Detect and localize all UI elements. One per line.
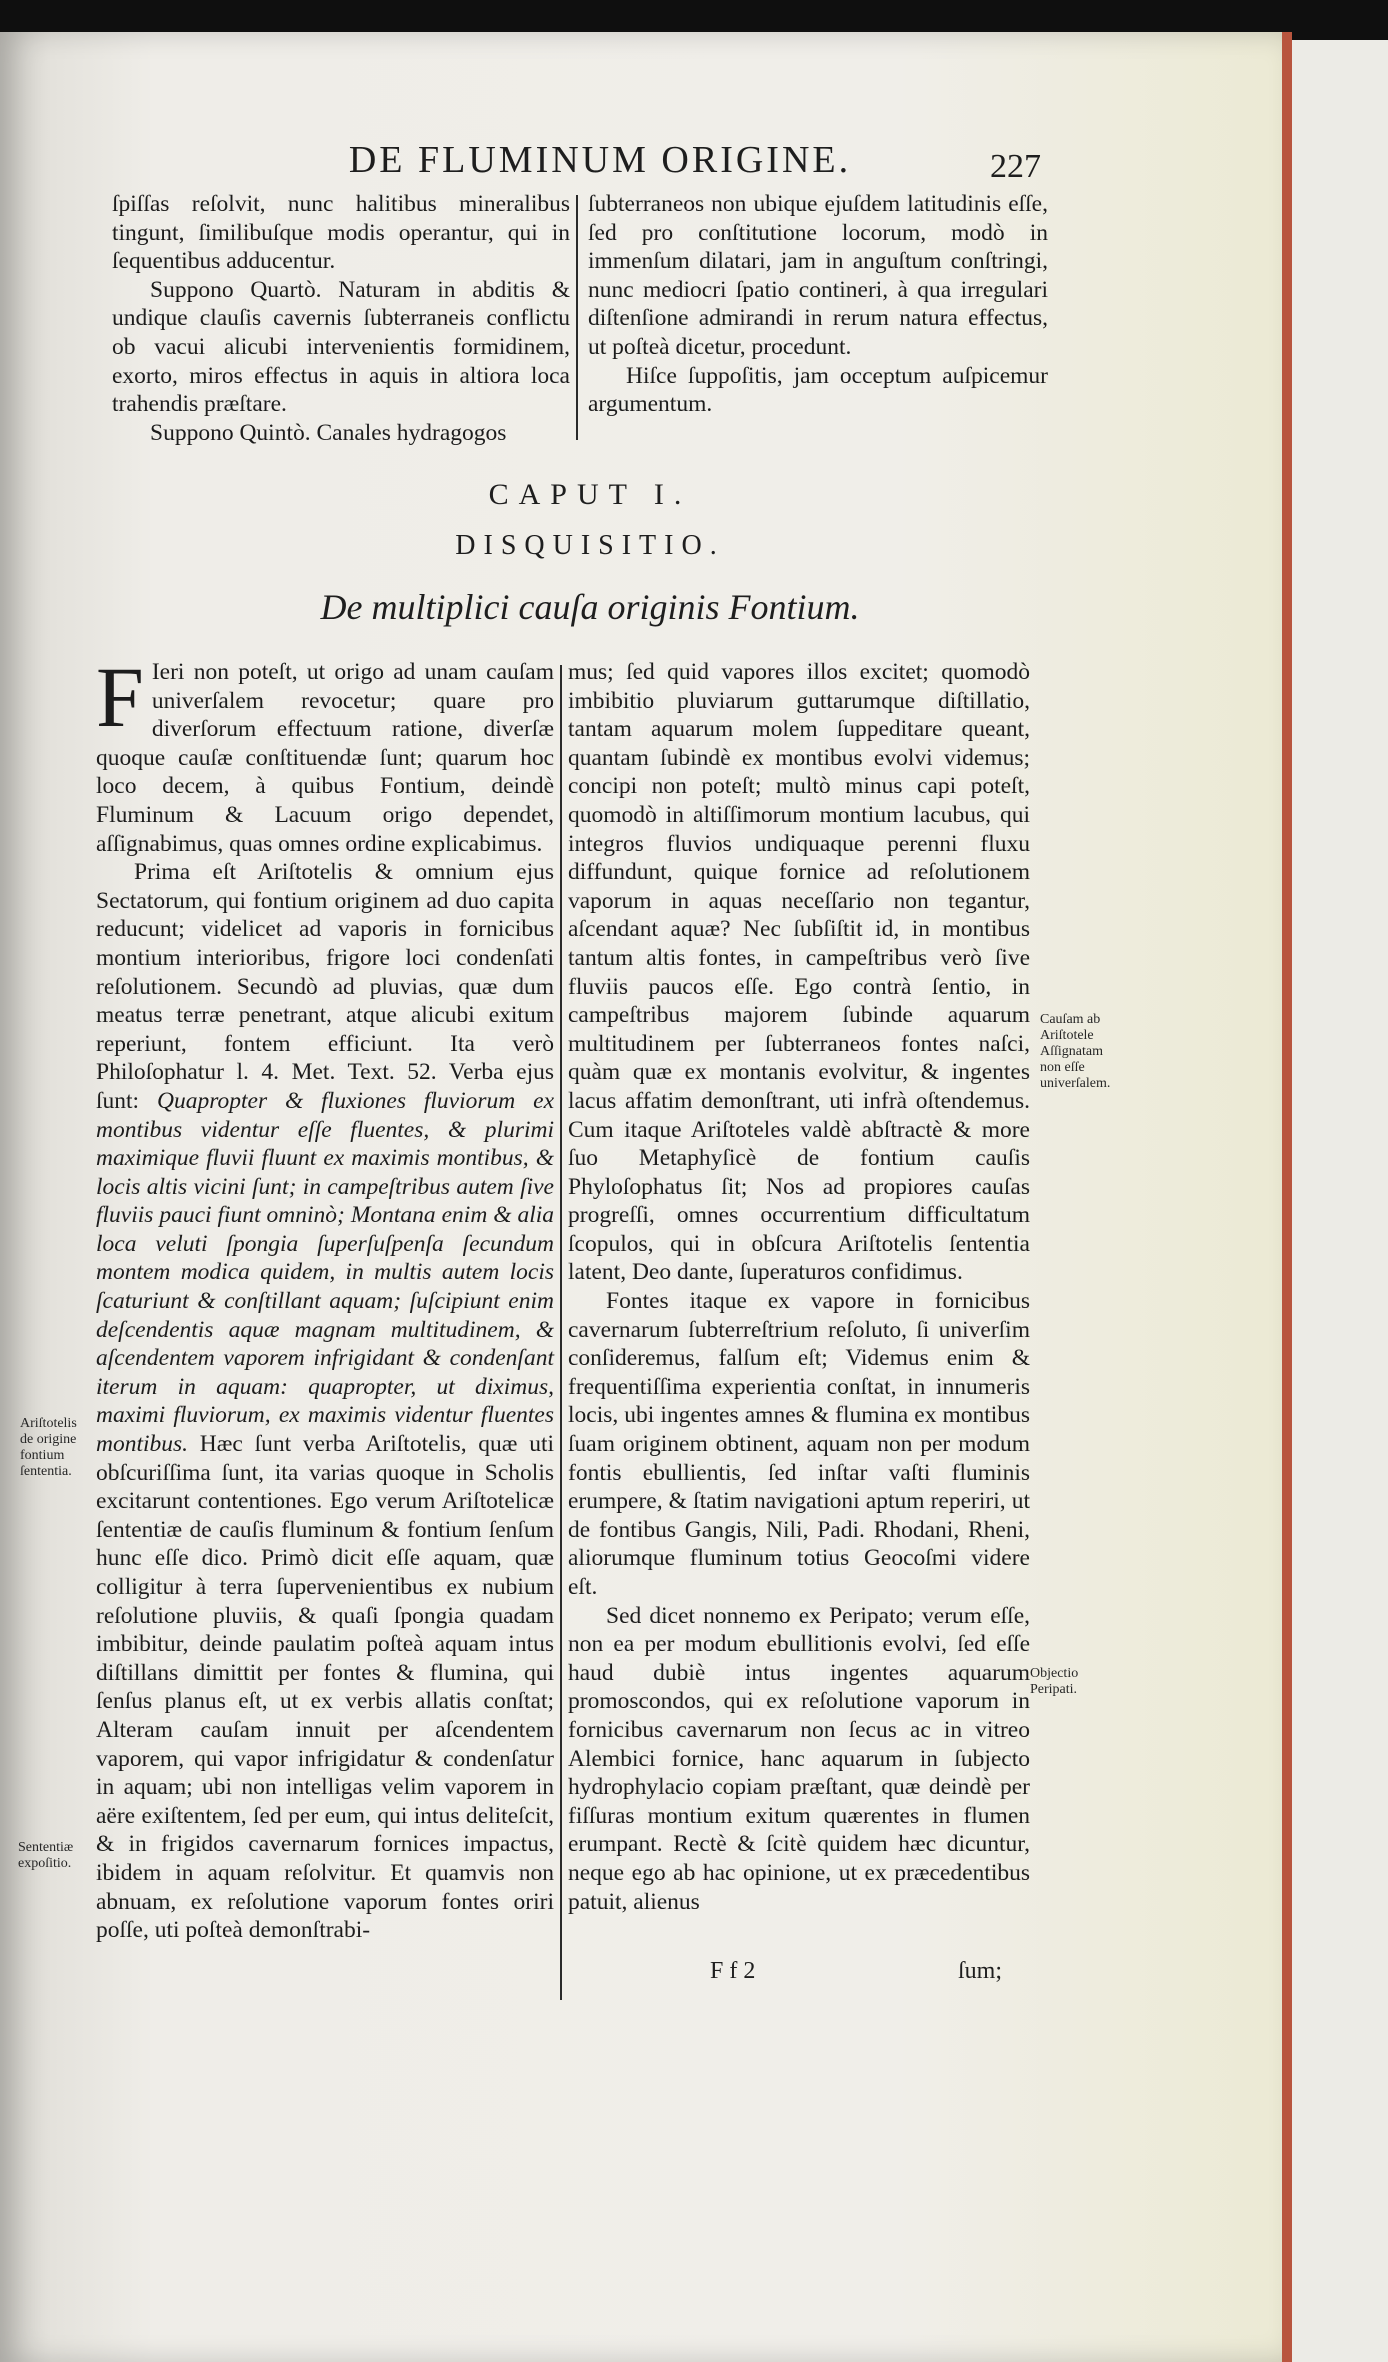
paragraph: ſubterraneos non ubique ejuſdem latitudinis eſſe, ſed pro conſtitutione locorum, modò in immenſum dilatari, jam in anguſtum conſtringi, nunc mediocri ſpatio contineri, à qua irregulari diſtenſione admirandi in rerum natura effectus, ut poſteà dicetur, procedunt. — [588, 191, 1048, 360]
paragraph: Prima eſt Ariſtotelis & omnium ejus Sectatorum, qui fontium originem ad duo capita reducunt; videlicet ad vaporis in fornicibus montium interioribus, frigore loci condenſati reſolutionem. Secundò ad pluvias, quæ dum meatus terræ penetrant, atque alicubi exitum reperiunt, fontem efficiunt. Ita verò Philoſophatur l. 4. Met. Text. 52. Verba ejus ſunt: Quapropter & fluxiones fluviorum ex montibus videntur eſſe fluentes, & plurimi maximique fluvii fluunt ex maximis montibus, & locis altis vicini ſunt; in campeſtribus autem ſive fluviis pauci fiunt omninò; Montana enim & alia loca veluti ſpongia ſuperſuſpenſa ſecundum montem modica quidem, in multis autem locis ſcaturiunt & conſtillant aquam; ſuſcipiunt enim deſcendentis aquæ magnam multitudinem, & aſcendentem vaporem infrigidant & condenſant iterum in aquam: quapropter, ut diximus, maximi fluviorum, ex maximis videntur fluentes montibus. Hæc ſunt verba Ariſtotelis, quæ uti obſcuriſſima ſunt, ita varias quoque in Scholis excitarunt contentiones. Ego verum Ariſtotelicæ ſententiæ de cauſis fluminum & fontium ſenſum hunc eſſe dico. Primò dicit eſſe aquam, quæ colligitur à terra ſupervenientibus ex nubium reſolutione pluviis, & quaſi ſpongia quadam imbibitur, deinde paulatim poſteà aquam intus diſtillans dimittit per fontes & flumina, qui ſenſus planus eſt, ut ex verbis allatis conſtat; Alteram cauſam innuit per aſcendentem vaporem, qui vapor infrigidatur & condenſatur in aquam; ubi non intelligas velim vaporem in aëre exiſtentem, ſed per eum, qui intus deliteſcit, & in frigidos cavernarum fornices impactus, ibidem in aquam reſolvitur. Et quamvis non abnuam, ex reſolutione vaporum fontes oriri poſſe, uti poſteà demonſtrabi- — [96, 859, 555, 1944]
margin-note-right: Objectio Peripati. — [1030, 1666, 1079, 1697]
catchword: ſum; — [958, 1958, 1003, 1984]
margin-note-left: Sententiæ expoſitio. — [18, 1840, 74, 1871]
running-title: DE FLUMINUM ORIGINE. — [348, 139, 852, 181]
paragraph: Fontes itaque ex vapore in fornicibus cavernarum ſubterreſtrium reſoluto, ſi univerſim conſideremus, falſum eſt; Videmus enim & frequentiſſima experientia conſtat, in innumeris locis, ubi ingentes amnes & flumina ex montibus ſuam originem obtinent, aquam non per modum fontis ebullientis, ſed inſtar vaſti fluminis erumpere, & ſtatim navigationi aptum reperiri, ut de fontibus Gangis, Nili, Padi. Rhodani, Rheni, aliorumque fluminum totius Geocoſmi videre eſt. — [568, 1288, 1030, 1600]
margin-note-left: Ariſtotelis de origine fontium ſententia. — [20, 1416, 77, 1479]
top-right-column — [588, 190, 1048, 419]
chapter-subtitle: De multiplici cauſa originis Fontium. — [320, 587, 860, 627]
top-left-column — [112, 190, 570, 447]
paragraph: Sed dicet nonnemo ex Peripato; verum eſſe, non ea per modum ebullitionis evolvi, ſed eſſe haud dubiè intus ingentes aquarum promoscondos, qui ex reſolutione vaporum in fornicibus cavernarum non ſecus ac in vitreo Alembici fornice, hanc aquarum in ſubjecto hydrophylacio copiam præſtant, quæ deindè per fiſſuras montium exitum quærentes in flumen erumpant. Rectè & ſcitè quidem hæc dicuntur, neque ego ab hac opinione, ut ex præcedentibus patuit, alienus — [568, 1602, 1030, 1915]
aristotle-quote: Quapropter & fluxiones fluviorum ex montibus videntur eſſe fluentes, & plurimi maximique fluvii fluunt ex maximis montibus, & locis altis vicini ſunt; in campeſtribus autem ſive fluviis pauci fiunt omninò; Montana enim & alia loca veluti ſpongia ſuperſuſpenſa ſecundum montem modica quidem, in multis autem locis ſcaturiunt & conſtillant aquam; ſuſcipiunt enim deſcendentis aquæ magnam multitudinem, & aſcendentem vaporem infrigidant & condenſant iterum in aquam: quapropter, ut diximus, maximi fluviorum, ex maximis videntur fluentes montibus. — [96, 1087, 555, 1458]
disquisitio-heading: DISQUISITIO. — [455, 530, 725, 561]
paragraph: Suppono Quartò. Naturam in abditis & undique clauſis cavernis ſubterraneis conflictu ob vacui alicubi intervenientis formidinem, exorto, miros effectus in aquis in altiora loca trahendis præſtare. — [112, 276, 570, 418]
paragraph: ſpiſſas reſolvit, nunc halitibus mineralibus tingunt, ſimilibuſque modis operantur, qui in ſequentibus adducentur. — [112, 191, 570, 275]
signature-mark: F f 2 — [710, 1958, 756, 1984]
drop-cap: F — [96, 649, 144, 745]
paragraph: Hiſce ſuppoſitis, jam occeptum auſpicemur argumentum. — [588, 362, 1048, 418]
main-column-rule — [560, 665, 562, 2000]
paragraph: Suppono Quintò. Canales hydragogos — [150, 419, 507, 446]
main-left-column — [96, 649, 555, 1945]
paragraph: mus; ſed quid vapores illos excitet; quomodò imbibitio pluviarum guttarumque diſtillatio, tantam aquarum molem ſuppeditare queant, quantam ſubindè ex montibus evolvi videmus; concipi non poteſt; multò minus capi poteſt, quomodò in altiſſimorum montium lacubus, qui integros fluvios undiquaque perenni fluxu diffundunt, quique fornice ad reſolutionem vaporum in aquas neceſſario non tegantur, aſcendant aquæ? Nec ſubſiſtit id, in montibus tantum altis fontes, in campeſtribus verò ſive fluviis paucos eſſe. Ego contrà ſentio, in campeſtribus majorem ſubinde aquarum multitudinem per ſubterraneos fontes naſci, quàm quæ ex montanis evolvitur, & ingentes lacus affatim demonſtrant, uti infrà oſtendemus. Cum itaque Ariſtoteles valdè abſtractè & more ſuo Metaphyſicè de fontium cauſis Phyloſophatus ſit; Nos ad propiores cauſas progreſſi, omnes occurrentium difficultatum ſcopulos, qui in obſcura Ariſtotelis ſententia latent, Deo dante, ſuperaturos confidimus. — [568, 659, 1030, 1286]
chapter-heading: CAPUT I. — [488, 478, 692, 511]
page-number: 227 — [990, 148, 1041, 185]
top-column-rule — [576, 195, 578, 440]
margin-note-right: Cauſam ab Ariſtotele Aſſignatam non eſſe univerſalem. — [1040, 1012, 1111, 1091]
opening-paragraph: F Ieri non poteſt, ut origo ad unam cauſam univerſalem revocetur; quare pro diverſorum effectuum ratione, diverſæ quoque cauſæ conſtituendæ ſunt; quarum hoc loco decem, à quibus Fontium, deindè Fluminum & Lacuum origo dependet, aſſignabimus, quas omnes ordine explicabimus. — [96, 649, 554, 857]
main-right-column — [568, 658, 1030, 1916]
